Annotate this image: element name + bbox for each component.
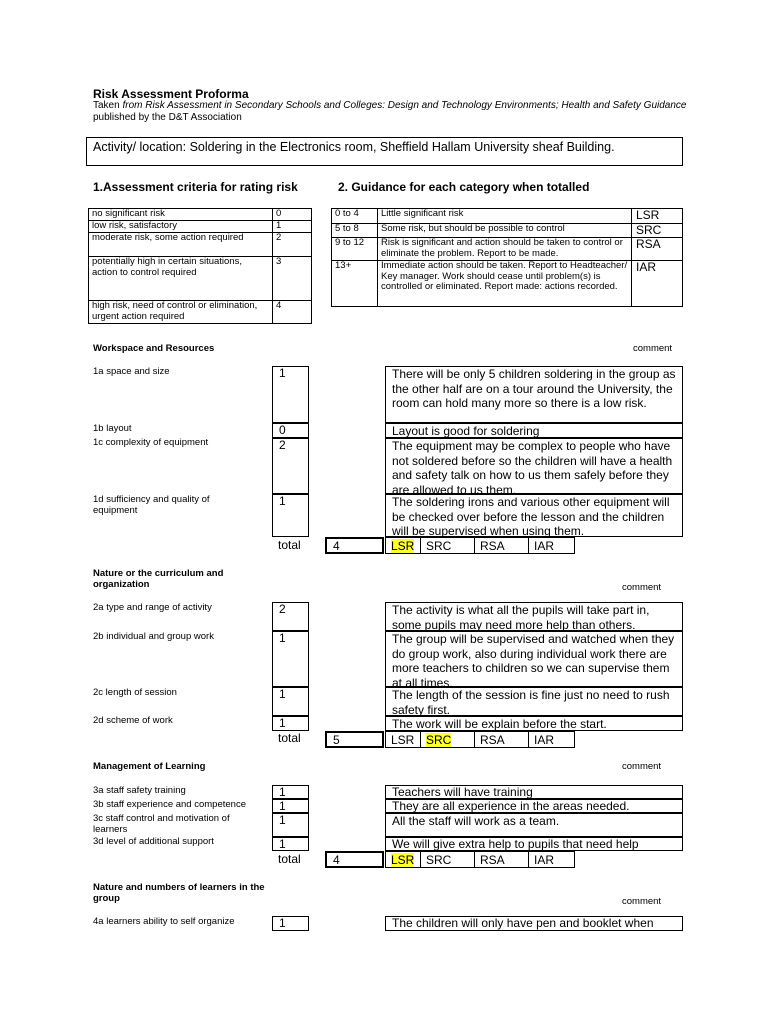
category-lsr: LSR — [386, 732, 421, 748]
comment-cell: Layout is good for soldering — [385, 423, 683, 438]
section-heading: Workspace and Resources — [93, 343, 215, 354]
category-src — [421, 732, 475, 748]
total-value: 4 — [325, 537, 384, 554]
category-code: SRC — [426, 732, 452, 747]
total-label: total — [278, 852, 301, 866]
comment-cell: The activity is what all the pupils will take part in, some pupils may need more help than others. — [385, 602, 683, 631]
rating-cell: 2 — [272, 438, 309, 494]
rating-cell: 1 — [272, 916, 309, 931]
category-iar: IAR — [529, 538, 575, 554]
rating-cell: 1 — [272, 837, 309, 851]
comment-label: comment — [622, 761, 662, 772]
comment-cell: They are all experience in the areas needed. — [385, 799, 683, 813]
guidance-row — [332, 209, 683, 224]
guidance-text: Immediate action should be taken. Report to Headteacher/ Key manager. Work should cease until problem(s) is controlled or eliminated. Report made: actions recorded. — [378, 261, 632, 307]
criteria-label: no significant risk — [89, 209, 273, 221]
comment-cell: The work will be explain before the start. — [385, 716, 683, 731]
item-label: 1d sufficiency and quality of equipment — [93, 494, 210, 516]
comment-cell: We will give extra help to pupils that need help — [385, 837, 683, 851]
comment-label: comment — [622, 896, 662, 907]
total-label: total — [278, 731, 301, 745]
rating-cell: 2 — [272, 602, 309, 631]
criteria-label: high risk, need of control or elimination, urgent action required — [89, 301, 273, 324]
guidance-row — [332, 261, 683, 307]
category-iar: IAR — [529, 852, 575, 868]
criteria-value: 1 — [273, 221, 312, 233]
category-lsr — [386, 852, 421, 868]
rating-cell: 1 — [272, 716, 309, 731]
category-rsa: RSA — [475, 538, 529, 554]
criteria-row — [89, 209, 312, 221]
category-summary — [385, 731, 575, 748]
category-src: SRC — [421, 538, 475, 554]
rating-cell: 1 — [272, 687, 309, 716]
item-label: 3b staff experience and competence — [93, 799, 246, 810]
guidance-code: SRC — [632, 224, 683, 238]
citation-prefix: Taken — [93, 100, 123, 111]
activity-location: Activity/ location: Soldering in the Electronics room, Sheffield Hallam University sheaf Building. — [86, 137, 683, 166]
guidance-text: Little significant risk — [378, 209, 632, 224]
criteria-row — [89, 233, 312, 257]
guidance-code: IAR — [632, 261, 683, 307]
comment-cell: The equipment may be complex to people who have not soldered before so the children will have a health and safety talk on how to us them safely before they are allowed to us them. — [385, 438, 683, 494]
category-lsr — [386, 538, 421, 554]
category-summary — [385, 537, 575, 554]
criteria-label: potentially high in certain situations, action to control required — [89, 257, 273, 301]
guidance-code: RSA — [632, 238, 683, 261]
item-label: 1a space and size — [93, 366, 170, 377]
criteria-value: 3 — [273, 257, 312, 301]
comment-cell: The length of the session is fine just no need to rush safety first. — [385, 687, 683, 716]
item-label: 1b layout — [93, 423, 132, 434]
section-heading: Nature or the curriculum and organization — [93, 568, 224, 590]
rating-cell: 1 — [272, 366, 309, 423]
item-label: 2c length of session — [93, 687, 177, 698]
criteria-table — [88, 208, 312, 324]
comment-cell: There will be only 5 children soldering in the group as the other half are on a tour around the University, the room can hold many more so there is a low risk. — [385, 366, 683, 423]
guidance-range: 9 to 12 — [332, 238, 378, 261]
item-label: 3c staff control and motivation of learners — [93, 813, 230, 835]
criteria-row — [89, 221, 312, 233]
category-rsa: RSA — [475, 852, 529, 868]
category-code: LSR — [391, 852, 415, 867]
rating-cell: 1 — [272, 785, 309, 799]
category-summary — [385, 851, 575, 868]
criteria-value: 0 — [273, 209, 312, 221]
comment-cell: The soldering irons and various other equipment will be checked over before the lesson and the children will be supervised when using them. — [385, 494, 683, 537]
criteria-label: moderate risk, some action required — [89, 233, 273, 257]
rating-cell: 0 — [272, 423, 309, 438]
item-label: 4a learners ability to self organize — [93, 916, 235, 927]
criteria-value: 2 — [273, 233, 312, 257]
category-iar: IAR — [529, 732, 575, 748]
section-heading: Nature and numbers of learners in the group — [93, 882, 265, 904]
rating-cell: 1 — [272, 494, 309, 537]
category-rsa: RSA — [475, 732, 529, 748]
guidance-range: 5 to 8 — [332, 224, 378, 238]
page-title: Risk Assessment Proforma — [93, 87, 249, 101]
guidance-heading: 2. Guidance for each category when totalled — [338, 180, 590, 194]
total-label: total — [278, 538, 301, 552]
section-heading: Management of Learning — [93, 761, 206, 772]
item-label: 3d level of additional support — [93, 836, 214, 847]
total-value: 5 — [325, 731, 384, 748]
source-citation — [93, 100, 693, 124]
guidance-row — [332, 224, 683, 238]
criteria-value: 4 — [273, 301, 312, 324]
rating-cell: 1 — [272, 799, 309, 813]
comment-cell: All the staff will work as a team. — [385, 813, 683, 837]
criteria-row — [89, 257, 312, 301]
comment-cell: The children will only have pen and booklet when — [385, 916, 683, 931]
category-src: SRC — [421, 852, 475, 868]
comment-cell: The group will be supervised and watched when they do group work, also during individual work there are more teachers to children so we can supervise them at all times. — [385, 631, 683, 687]
comment-cell: Teachers will have training — [385, 785, 683, 799]
total-value: 4 — [325, 851, 384, 868]
rating-cell: 1 — [272, 813, 309, 837]
category-code: LSR — [391, 538, 415, 553]
guidance-text: Some risk, but should be possible to control — [378, 224, 632, 238]
guidance-row — [332, 238, 683, 261]
item-label: 2d scheme of work — [93, 715, 173, 726]
guidance-code: LSR — [632, 209, 683, 224]
item-label: 2a type and range of activity — [93, 602, 212, 613]
guidance-range: 0 to 4 — [332, 209, 378, 224]
citation-publisher: published by the D&T Association — [93, 112, 242, 123]
item-label: 1c complexity of equipment — [93, 437, 209, 448]
guidance-range: 13+ — [332, 261, 378, 307]
criteria-row — [89, 301, 312, 324]
guidance-table — [331, 208, 683, 307]
criteria-heading: 1.Assessment criteria for rating risk — [93, 180, 298, 194]
rating-cell: 1 — [272, 631, 309, 687]
comment-label: comment — [622, 582, 662, 593]
item-label: 3a staff safety training — [93, 785, 186, 796]
item-label: 2b individual and group work — [93, 631, 214, 642]
guidance-text: Risk is significant and action should be taken to control or eliminate the problem. Report to be made. — [378, 238, 632, 261]
comment-label: comment — [633, 343, 673, 354]
citation-source: from Risk Assessment in Secondary Schools and Colleges: Design and Technology Environments; Health and Safety Guidance — [122, 100, 687, 111]
criteria-label: low risk, satisfactory — [89, 221, 273, 233]
